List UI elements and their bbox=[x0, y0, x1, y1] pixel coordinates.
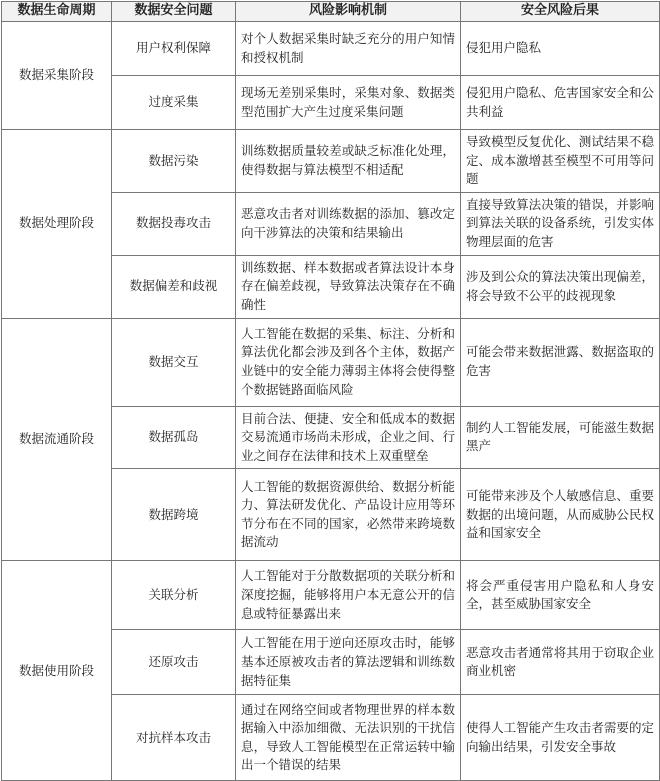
stage-cell: 数据流通阶段 bbox=[2, 318, 112, 561]
consequence-cell: 使得人工智能产生攻击者需要的定向输出结果，引发安全事故 bbox=[461, 695, 660, 781]
data-security-risk-table bbox=[1, 1, 660, 781]
mechanism-cell: 训练数据质量较差或缺乏标准化处理，使得数据与算法模型不相适配 bbox=[236, 130, 461, 193]
issue-cell: 数据交互 bbox=[112, 318, 236, 406]
consequence-cell: 将会严重侵害用户隐私和人身安全，甚至威胁国家安全 bbox=[461, 561, 660, 630]
mechanism-cell: 人工智能对于分散数据项的关联分析和深度挖掘，能够将用户本无意公开的信息或特征暴露出来 bbox=[236, 561, 461, 630]
consequence-cell: 涉及到公众的算法决策出现偏差，将会导致不公平的歧视现象 bbox=[461, 255, 660, 318]
issue-cell: 用户权利保障 bbox=[112, 22, 236, 76]
consequence-cell: 导致模型反复优化、测试结果不稳定、成本激增甚至模型不可用等问题 bbox=[461, 130, 660, 193]
mechanism-cell: 人工智能在用于逆向还原攻击时，能够基本还原被攻击者的算法逻辑和训练数据特征集 bbox=[236, 630, 461, 695]
mechanism-cell: 通过在网络空间或者物理世界的样本数据输入中添加细微、无法识别的干扰信息，导致人工智能模型在正常运转中输出一个错误的结果 bbox=[236, 695, 461, 781]
issue-cell: 数据跨境 bbox=[112, 469, 236, 561]
stage-cell: 数据处理阶段 bbox=[2, 130, 112, 319]
issue-cell: 过度采集 bbox=[112, 76, 236, 130]
issue-cell: 还原攻击 bbox=[112, 630, 236, 695]
stage-cell: 数据采集阶段 bbox=[2, 22, 112, 130]
mechanism-cell: 人工智能的数据资源供给、数据分析能力、算法研发优化、产品设计应用等环节分布在不同的国家，必然带来跨境数据流动 bbox=[236, 469, 461, 561]
table-row bbox=[2, 130, 660, 193]
issue-cell: 对抗样本攻击 bbox=[112, 695, 236, 781]
mechanism-cell: 人工智能在数据的采集、标注、分析和算法优化都会涉及到各个主体，数据产业链中的安全能力薄弱主体将会使得整个数据链路面临风险 bbox=[236, 318, 461, 406]
consequence-cell: 恶意攻击者通常将其用于窃取企业商业机密 bbox=[461, 630, 660, 695]
issue-cell: 关联分析 bbox=[112, 561, 236, 630]
consequence-cell: 可能带来涉及个人敏感信息、重要数据的出境问题，从而威胁公民权益和国家安全 bbox=[461, 469, 660, 561]
issue-cell: 数据污染 bbox=[112, 130, 236, 193]
consequence-cell: 制约人工智能发展，可能滋生数据黑产 bbox=[461, 406, 660, 469]
mechanism-cell: 训练数据、样本数据或者算法设计本身存在偏差歧视，导致算法决策存在不确确性 bbox=[236, 255, 461, 318]
header-lifecycle: 数据生命周期 bbox=[2, 2, 112, 22]
issue-cell: 数据投毒攻击 bbox=[112, 192, 236, 255]
header-risk-consequence: 安全风险后果 bbox=[461, 2, 660, 22]
consequence-cell: 侵犯用户隐私、危害国家安全和公共利益 bbox=[461, 76, 660, 130]
table-row bbox=[2, 22, 660, 76]
table-row bbox=[2, 561, 660, 630]
table-header-row bbox=[2, 2, 660, 22]
mechanism-cell: 现场无差别采集时，采集对象、数据类型范围扩大产生过度采集问题 bbox=[236, 76, 461, 130]
consequence-cell: 可能会带来数据泄露、数据盗取的危害 bbox=[461, 318, 660, 406]
stage-cell: 数据使用阶段 bbox=[2, 561, 112, 781]
mechanism-cell: 对个人数据采集时缺乏充分的用户知情和授权机制 bbox=[236, 22, 461, 76]
table-row bbox=[2, 318, 660, 406]
header-security-issue: 数据安全问题 bbox=[112, 2, 236, 22]
header-risk-mechanism: 风险影响机制 bbox=[236, 2, 461, 22]
consequence-cell: 直接导致算法决策的错误，并影响到算法关联的设备系统，引发实体物理层面的危害 bbox=[461, 192, 660, 255]
issue-cell: 数据偏差和歧视 bbox=[112, 255, 236, 318]
issue-cell: 数据孤岛 bbox=[112, 406, 236, 469]
mechanism-cell: 恶意攻击者对训练数据的添加、篡改定向干涉算法的决策和结果输出 bbox=[236, 192, 461, 255]
mechanism-cell: 目前合法、便捷、安全和低成本的数据交易流通市场尚未形成，企业之间、行业之间存在法律和技术上双重壁垒 bbox=[236, 406, 461, 469]
consequence-cell: 侵犯用户隐私 bbox=[461, 22, 660, 76]
